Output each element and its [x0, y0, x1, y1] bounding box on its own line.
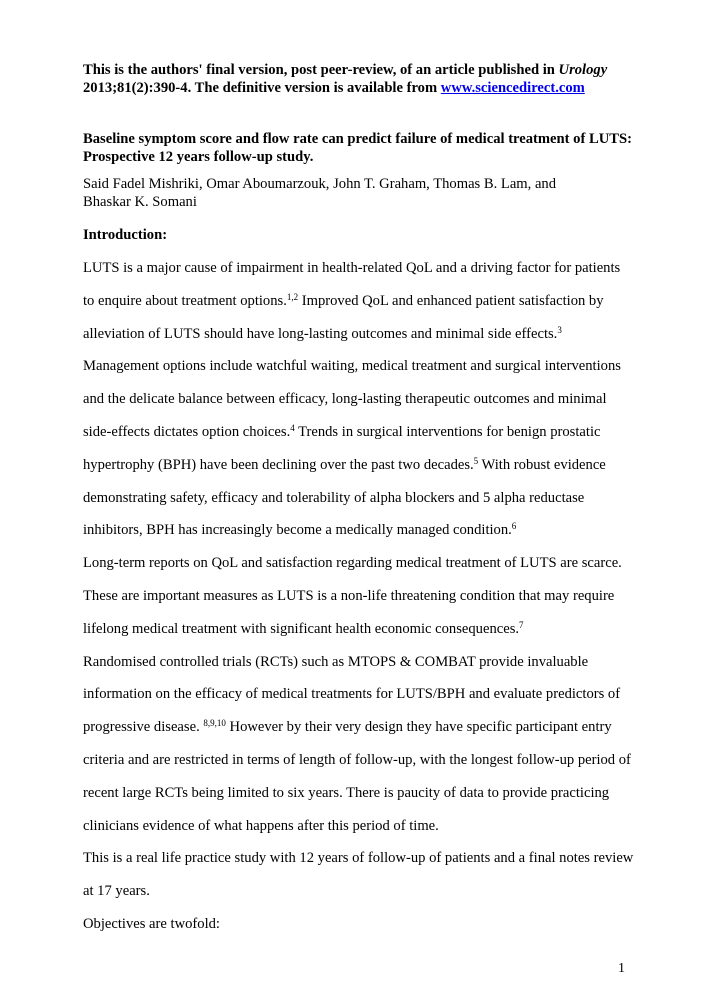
- authors-line-1: Said Fadel Mishriki, Omar Aboumarzouk, John T. Graham, Thomas B. Lam, and: [83, 176, 557, 192]
- body-line: [83, 521, 643, 554]
- title-line-1: Baseline symptom score and flow rate can predict failure of medical treatment of LUTS:: [83, 131, 632, 147]
- line-text: Improved QoL and enhanced patient satisfaction by: [298, 292, 604, 309]
- journal-name: Urology: [558, 62, 608, 78]
- notice-line2-text: 2013;81(2):390-4. The definitive version is available from: [83, 80, 441, 96]
- body-line: [83, 784, 643, 817]
- publication-notice: [83, 61, 643, 97]
- title-line-2: Prospective 12 years follow-up study.: [83, 149, 314, 165]
- line-text: demonstrating safety, efficacy and tolerability of alpha blockers and 5 alpha reductase: [83, 489, 585, 506]
- citation-superscript: 7: [519, 619, 524, 630]
- body-line: [83, 259, 643, 292]
- sciencedirect-link[interactable]: www.sciencedirect.com: [440, 80, 585, 96]
- citation-superscript: 8,9,10: [203, 718, 226, 729]
- body-line: [83, 882, 643, 915]
- line-text: Long-term reports on QoL and satisfaction regarding medical treatment of LUTS are scarce.: [83, 555, 622, 572]
- line-text: alleviation of LUTS should have long-lasting outcomes and minimal side effects.: [83, 325, 558, 342]
- line-text: However by their very design they have specific participant entry: [225, 719, 612, 736]
- body-line: [83, 718, 643, 751]
- line-text: This is a real life practice study with 12 years of follow-up of patients and a final notes review: [83, 850, 634, 867]
- line-text: clinicians evidence of what happens after this period of time.: [83, 817, 439, 834]
- line-text: LUTS is a major cause of impairment in health-related QoL and a driving factor for patients: [83, 260, 621, 276]
- citation-superscript: 4: [290, 422, 295, 433]
- line-text: criteria and are restricted in terms of length of follow-up, with the longest follow-up period of: [83, 751, 631, 768]
- body-line: [83, 489, 643, 522]
- line-text: Management options include watchful waiting, medical treatment and surgical interventions: [83, 358, 621, 375]
- line-text: information on the efficacy of medical treatments for LUTS/BPH and evaluate predictors of: [83, 686, 621, 703]
- line-text: Objectives are twofold:: [83, 915, 220, 932]
- authors-line-2: Bhaskar K. Somani: [83, 194, 197, 210]
- paper-title: [83, 130, 643, 166]
- author-list: [83, 175, 643, 211]
- introduction-body: [83, 259, 643, 948]
- line-text: These are important measures as LUTS is a non-life threatening condition that may require: [83, 587, 615, 604]
- notice-line1-text: This is the authors' final version, post peer-review, of an article published in: [83, 62, 559, 78]
- line-text: Randomised controlled trials (RCTs) such as MTOPS & COMBAT provide invaluable: [83, 653, 589, 670]
- body-line: [83, 817, 643, 850]
- line-text: lifelong medical treatment with significant health economic consequences.: [83, 620, 520, 637]
- citation-superscript: 6: [511, 521, 517, 532]
- line-text: to enquire about treatment options.: [83, 292, 287, 309]
- body-line: [83, 685, 643, 718]
- section-heading-introduction: Introduction:: [83, 227, 168, 243]
- line-text: inhibitors, BPH has increasingly become a medically managed condition.: [83, 522, 512, 539]
- line-text: and the delicate balance between efficacy, long-lasting therapeutic outcomes and minimal: [83, 391, 607, 408]
- body-line: [83, 587, 643, 620]
- body-line: [83, 653, 643, 686]
- line-text: at 17 years.: [83, 883, 150, 900]
- body-line: [83, 849, 643, 882]
- line-text: With robust evidence: [478, 456, 606, 473]
- body-line: [83, 554, 643, 587]
- body-line: [83, 915, 643, 948]
- body-line: [83, 390, 643, 423]
- citation-superscript: 1,2: [286, 291, 299, 302]
- line-text: Trends in surgical interventions for benign prostatic: [294, 423, 601, 440]
- body-line: [83, 292, 643, 325]
- body-line: [83, 751, 643, 784]
- citation-superscript: 5: [473, 455, 479, 466]
- citation-superscript: 3: [557, 324, 562, 335]
- line-text: recent large RCTs being limited to six years. There is paucity of data to provide practicing: [83, 784, 610, 801]
- line-text: hypertrophy (BPH) have been declining over the past two decades.: [83, 456, 474, 473]
- page-number: 1: [618, 961, 625, 976]
- body-line: [83, 357, 643, 390]
- body-line: [83, 325, 643, 358]
- body-line: [83, 620, 643, 653]
- body-line: [83, 456, 643, 489]
- line-text: side-effects dictates option choices.: [83, 423, 291, 440]
- body-line: [83, 423, 643, 456]
- line-text: progressive disease.: [83, 719, 204, 736]
